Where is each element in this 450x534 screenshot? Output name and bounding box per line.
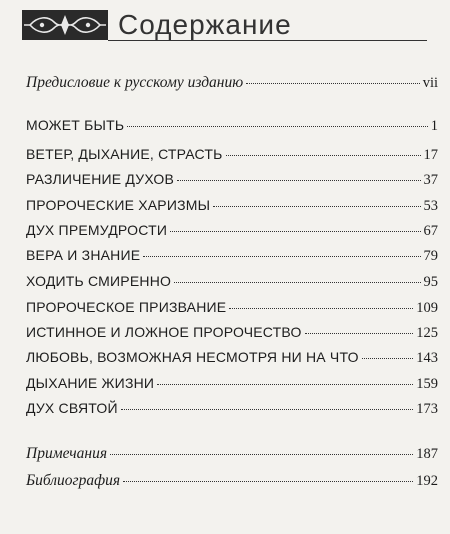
leader-dots [170,231,420,232]
toc-entry-page: 79 [423,248,438,264]
toc-entry-label: ПРОРОЧЕСКОЕ ПРИЗВАНИЕ [26,299,227,315]
leader-dots [362,358,414,359]
leader-dots [121,409,414,410]
toc-entry-chapter[interactable] [26,375,438,393]
toc-header [22,6,427,46]
toc-entry-bibliography[interactable] [26,472,438,490]
toc-entry-chapter[interactable] [26,222,438,240]
leader-dots [246,83,420,84]
toc-entry-chapter[interactable] [26,400,438,418]
toc-entry-page: 192 [416,473,438,489]
header-rule [108,40,427,41]
toc-entry-page: 1 [430,118,438,134]
toc-entry-chapter[interactable] [26,324,438,342]
leader-dots [174,282,420,283]
toc-entry-chapter[interactable] [26,247,438,265]
toc-entry-page: 159 [416,376,438,392]
toc-entry-page: 53 [423,198,438,214]
toc-entry-chapter[interactable] [26,299,438,317]
toc-entry-label: ПРОРОЧЕСКИЕ ХАРИЗМЫ [26,197,211,213]
toc-entry-chapter[interactable] [26,117,438,135]
leader-dots [226,155,421,156]
leader-dots [127,126,427,127]
toc-entry-page: 187 [416,446,438,462]
toc-entry-label: Примечания [26,445,108,462]
toc-entry-page: 143 [416,350,438,366]
toc-entry-notes[interactable] [26,445,438,463]
toc-entry-label: МОЖЕТ БЫТЬ [26,117,125,133]
toc-entry-page: 67 [423,223,438,239]
leader-dots [157,384,413,385]
toc-entry-page: 37 [423,172,438,188]
toc-entry-label: ДУХ СВЯТОЙ [26,400,118,416]
leader-dots [213,206,420,207]
toc-entry-label: ХОДИТЬ СМИРЕННО [26,273,172,289]
leader-dots [110,454,413,455]
toc-entry-label: ЛЮБОВЬ, ВОЗМОЖНАЯ НЕСМОТРЯ НИ НА ЧТО [26,349,359,365]
toc-entry-page: 125 [416,325,438,341]
toc-entry-label: ДУХ ПРЕМУДРОСТИ [26,222,168,238]
leader-dots [143,256,420,257]
toc-entry-page: 17 [423,147,438,163]
toc-entry-page: 109 [416,300,438,316]
toc-entry-chapter[interactable] [26,349,438,367]
toc-entry-page: 95 [423,274,438,290]
toc-entry-preface[interactable] [26,74,438,92]
leader-dots [123,481,413,482]
toc-entry-chapter[interactable] [26,197,438,215]
toc-entry-label: ИСТИННОЕ И ЛОЖНОЕ ПРОРОЧЕСТВО [26,324,302,340]
leader-dots [305,333,414,334]
toc-entry-label: Предисловие к русскому изданию [26,74,244,91]
leader-dots [229,308,413,309]
leader-dots [177,180,420,181]
toc-entry-label: ДЫХАНИЕ ЖИЗНИ [26,375,155,391]
toc-entry-chapter[interactable] [26,171,438,189]
page-title: Содержание [118,9,292,40]
toc-entry-label: ВЕРА И ЗНАНИЕ [26,247,141,263]
toc-entry-label: ВЕТЕР, ДЫХАНИЕ, СТРАСТЬ [26,146,223,162]
toc-entry-chapter[interactable] [26,146,438,164]
toc-entry-label: Библиография [26,472,121,489]
toc-entry-page: 173 [416,401,438,417]
toc-entry-chapter[interactable] [26,273,438,291]
toc-entry-page: vii [422,75,438,91]
toc-entry-label: РАЗЛИЧЕНИЕ ДУХОВ [26,171,175,187]
floral-ornament-icon [22,10,108,40]
